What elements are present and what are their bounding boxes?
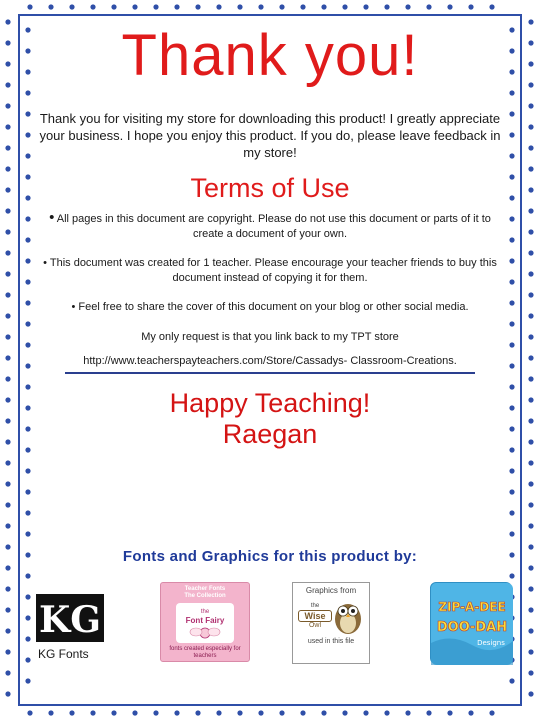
border-dot — [237, 4, 242, 9]
fairy-head-1: Teacher Fonts — [184, 586, 226, 592]
zip-a-dee-mark — [431, 583, 513, 665]
font-fairy-logo — [160, 582, 250, 662]
border-dot — [5, 670, 10, 675]
border-dot — [509, 174, 514, 179]
border-dot — [5, 628, 10, 633]
border-dot — [528, 334, 533, 339]
border-dot — [509, 48, 514, 53]
border-dot — [111, 4, 116, 9]
border-dot — [5, 502, 10, 507]
border-dot — [321, 4, 326, 9]
border-dot — [174, 710, 179, 715]
border-dot — [509, 489, 514, 494]
border-dot — [90, 4, 95, 9]
border-dot — [528, 19, 533, 24]
border-dot — [405, 710, 410, 715]
signature-name: Raegan — [222, 419, 318, 449]
owl-top-2: the — [310, 603, 320, 609]
border-dot — [237, 710, 242, 715]
border-dot — [5, 439, 10, 444]
border-dot — [528, 628, 533, 633]
bullet-text: This document was created for 1 teacher. Please encourage your teacher friends to buy this document instead of copying it for them. — [49, 257, 497, 284]
border-dot — [528, 544, 533, 549]
border-dot — [279, 710, 284, 715]
border-dot — [528, 61, 533, 66]
border-dot — [5, 418, 10, 423]
zip-line-2: DOO-DAH — [436, 620, 508, 635]
store-link[interactable]: http://www.teacherspayteachers.com/Store/Cassadys- Classroom-Creations. — [83, 355, 457, 367]
border-dot — [258, 4, 263, 9]
fairy-name-1: the — [200, 609, 210, 615]
border-dot — [300, 4, 305, 9]
border-dot — [342, 710, 347, 715]
border-dot — [528, 40, 533, 45]
border-dot — [528, 145, 533, 150]
border-dot — [5, 292, 10, 297]
border-dot — [528, 187, 533, 192]
kg-mark-text: KG — [38, 599, 102, 641]
terms-bullet-3 — [30, 300, 510, 315]
owl-icon — [332, 597, 364, 635]
zip-line-1: ZIP-A-DEE — [438, 600, 506, 614]
border-dot — [528, 502, 533, 507]
border-dot — [528, 376, 533, 381]
border-dot — [509, 216, 514, 221]
intro-paragraph: Thank you for visiting my store for downloading this product! I greatly appreciate your business. I hope you enjoy this product. If you do, please leave feedback in my store! — [39, 111, 501, 160]
border-dot — [195, 4, 200, 9]
fairy-head-2: The Collection — [184, 593, 226, 599]
border-dot — [5, 103, 10, 108]
border-dot — [5, 187, 10, 192]
bullet-symbol: • — [43, 257, 47, 269]
border-dot — [5, 19, 10, 24]
zip-line-3: Designs — [477, 639, 505, 647]
border-dot — [509, 90, 514, 95]
border-dot — [174, 4, 179, 9]
border-dot — [5, 586, 10, 591]
border-dot — [132, 4, 137, 9]
bullet-symbol: • — [71, 301, 76, 313]
border-dot — [5, 61, 10, 66]
border-dot — [5, 355, 10, 360]
border-dot — [528, 460, 533, 465]
border-dot — [509, 510, 514, 515]
terms-bullet-1 — [30, 210, 510, 242]
border-dot — [468, 4, 473, 9]
owl-top-3: Owl — [308, 622, 322, 629]
kg-mark — [36, 594, 104, 642]
border-dot — [426, 4, 431, 9]
border-dot — [48, 710, 53, 715]
border-dot — [528, 439, 533, 444]
terms-heading: Terms of Use — [190, 173, 350, 203]
border-dot — [509, 405, 514, 410]
border-dot — [509, 363, 514, 368]
border-dot — [528, 691, 533, 696]
border-dot — [509, 195, 514, 200]
border-dot — [489, 710, 494, 715]
border-dot — [279, 4, 284, 9]
kg-fonts-logo — [36, 594, 104, 660]
border-dot — [509, 111, 514, 116]
border-dot — [5, 649, 10, 654]
wise-owl-logo — [292, 582, 370, 664]
fairy-name-2: Font Fairy — [185, 616, 225, 625]
border-dot — [509, 342, 514, 347]
border-dot — [528, 271, 533, 276]
border-dot — [509, 258, 514, 263]
border-dot — [5, 271, 10, 276]
border-dot — [5, 565, 10, 570]
border-dot — [509, 678, 514, 683]
border-dot — [342, 4, 347, 9]
border-dot — [528, 418, 533, 423]
border-dot — [69, 710, 74, 715]
border-dot — [447, 710, 452, 715]
border-dot — [528, 229, 533, 234]
border-dot — [509, 447, 514, 452]
border-dot — [509, 552, 514, 557]
border-dot — [528, 523, 533, 528]
owl-top-1: Graphics from — [305, 586, 357, 595]
border-dot — [5, 40, 10, 45]
border-dot — [258, 710, 263, 715]
border-dot — [5, 460, 10, 465]
border-dot — [5, 481, 10, 486]
border-dot — [509, 300, 514, 305]
border-dot — [90, 710, 95, 715]
terms-bullet-2 — [30, 256, 510, 286]
border-dot — [5, 124, 10, 129]
border-dot — [489, 4, 494, 9]
thank-you-title: Thank you! — [121, 23, 419, 88]
border-dot — [509, 384, 514, 389]
border-dot — [509, 132, 514, 137]
border-dot — [509, 69, 514, 74]
border-dot — [5, 208, 10, 213]
border-dot — [528, 313, 533, 318]
border-dot — [509, 27, 514, 32]
border-dot — [5, 250, 10, 255]
border-dot — [528, 565, 533, 570]
fairy-foot: fonts created especially for teachers — [169, 646, 241, 659]
closing — [30, 388, 510, 450]
border-dot — [132, 710, 137, 715]
border-dot — [426, 710, 431, 715]
border-dot — [153, 710, 158, 715]
border-dot — [528, 166, 533, 171]
border-dot — [5, 397, 10, 402]
border-dot — [468, 710, 473, 715]
bullet-text: Feel free to share the cover of this document on your blog or other social media. — [78, 301, 469, 313]
border-dot — [5, 376, 10, 381]
border-dot — [363, 4, 368, 9]
border-dot — [5, 334, 10, 339]
border-dot — [69, 4, 74, 9]
border-dot — [509, 573, 514, 578]
border-dot — [447, 4, 452, 9]
border-dot — [5, 523, 10, 528]
border-dot — [363, 710, 368, 715]
border-dot — [5, 145, 10, 150]
border-dot — [528, 481, 533, 486]
credit-logos — [30, 580, 510, 670]
border-dot — [27, 710, 32, 715]
border-dot — [528, 250, 533, 255]
border-dot — [528, 103, 533, 108]
border-dot — [321, 710, 326, 715]
bullet-text: All pages in this document are copyright. Please do not use this document or parts of it to create a document of your own. — [56, 213, 491, 240]
credits-heading: Fonts and Graphics for this product by: — [122, 548, 418, 565]
border-dot — [27, 4, 32, 9]
border-dot — [528, 397, 533, 402]
border-dot — [5, 229, 10, 234]
border-dot — [48, 4, 53, 9]
border-dot — [5, 607, 10, 612]
border-dot — [300, 710, 305, 715]
border-dot — [384, 4, 389, 9]
border-dot — [5, 82, 10, 87]
border-dot — [509, 531, 514, 536]
border-dot — [509, 237, 514, 242]
zip-a-dee-logo — [430, 582, 512, 664]
border-dot — [509, 279, 514, 284]
document-content — [30, 24, 510, 704]
border-dot — [195, 710, 200, 715]
border-dot — [528, 670, 533, 675]
border-dot — [509, 321, 514, 326]
border-dot — [5, 166, 10, 171]
link-underline — [65, 372, 475, 374]
border-dot — [5, 544, 10, 549]
border-dot — [528, 292, 533, 297]
border-dot — [528, 607, 533, 612]
border-dot — [509, 468, 514, 473]
fairy-badge — [176, 603, 234, 643]
border-dot — [528, 649, 533, 654]
border-dot — [216, 4, 221, 9]
fairy-icon — [176, 625, 234, 641]
bullet-symbol: • — [49, 209, 55, 226]
border-dot — [528, 208, 533, 213]
happy-teaching: Happy Teaching! — [169, 388, 371, 418]
owl-foot: used in this file — [307, 638, 355, 645]
border-dot — [153, 4, 158, 9]
border-dot — [111, 710, 116, 715]
owl-name: Wise — [298, 610, 332, 622]
store-request: My only request is that you link back to my TPT store — [141, 331, 399, 343]
border-dot — [509, 153, 514, 158]
border-dot — [528, 355, 533, 360]
border-dot — [5, 313, 10, 318]
border-dot — [528, 586, 533, 591]
border-dot — [384, 710, 389, 715]
kg-caption: KG Fonts — [38, 647, 89, 661]
border-dot — [528, 124, 533, 129]
border-dot — [5, 691, 10, 696]
border-dot — [405, 4, 410, 9]
border-dot — [509, 426, 514, 431]
border-dot — [528, 82, 533, 87]
border-dot — [216, 710, 221, 715]
